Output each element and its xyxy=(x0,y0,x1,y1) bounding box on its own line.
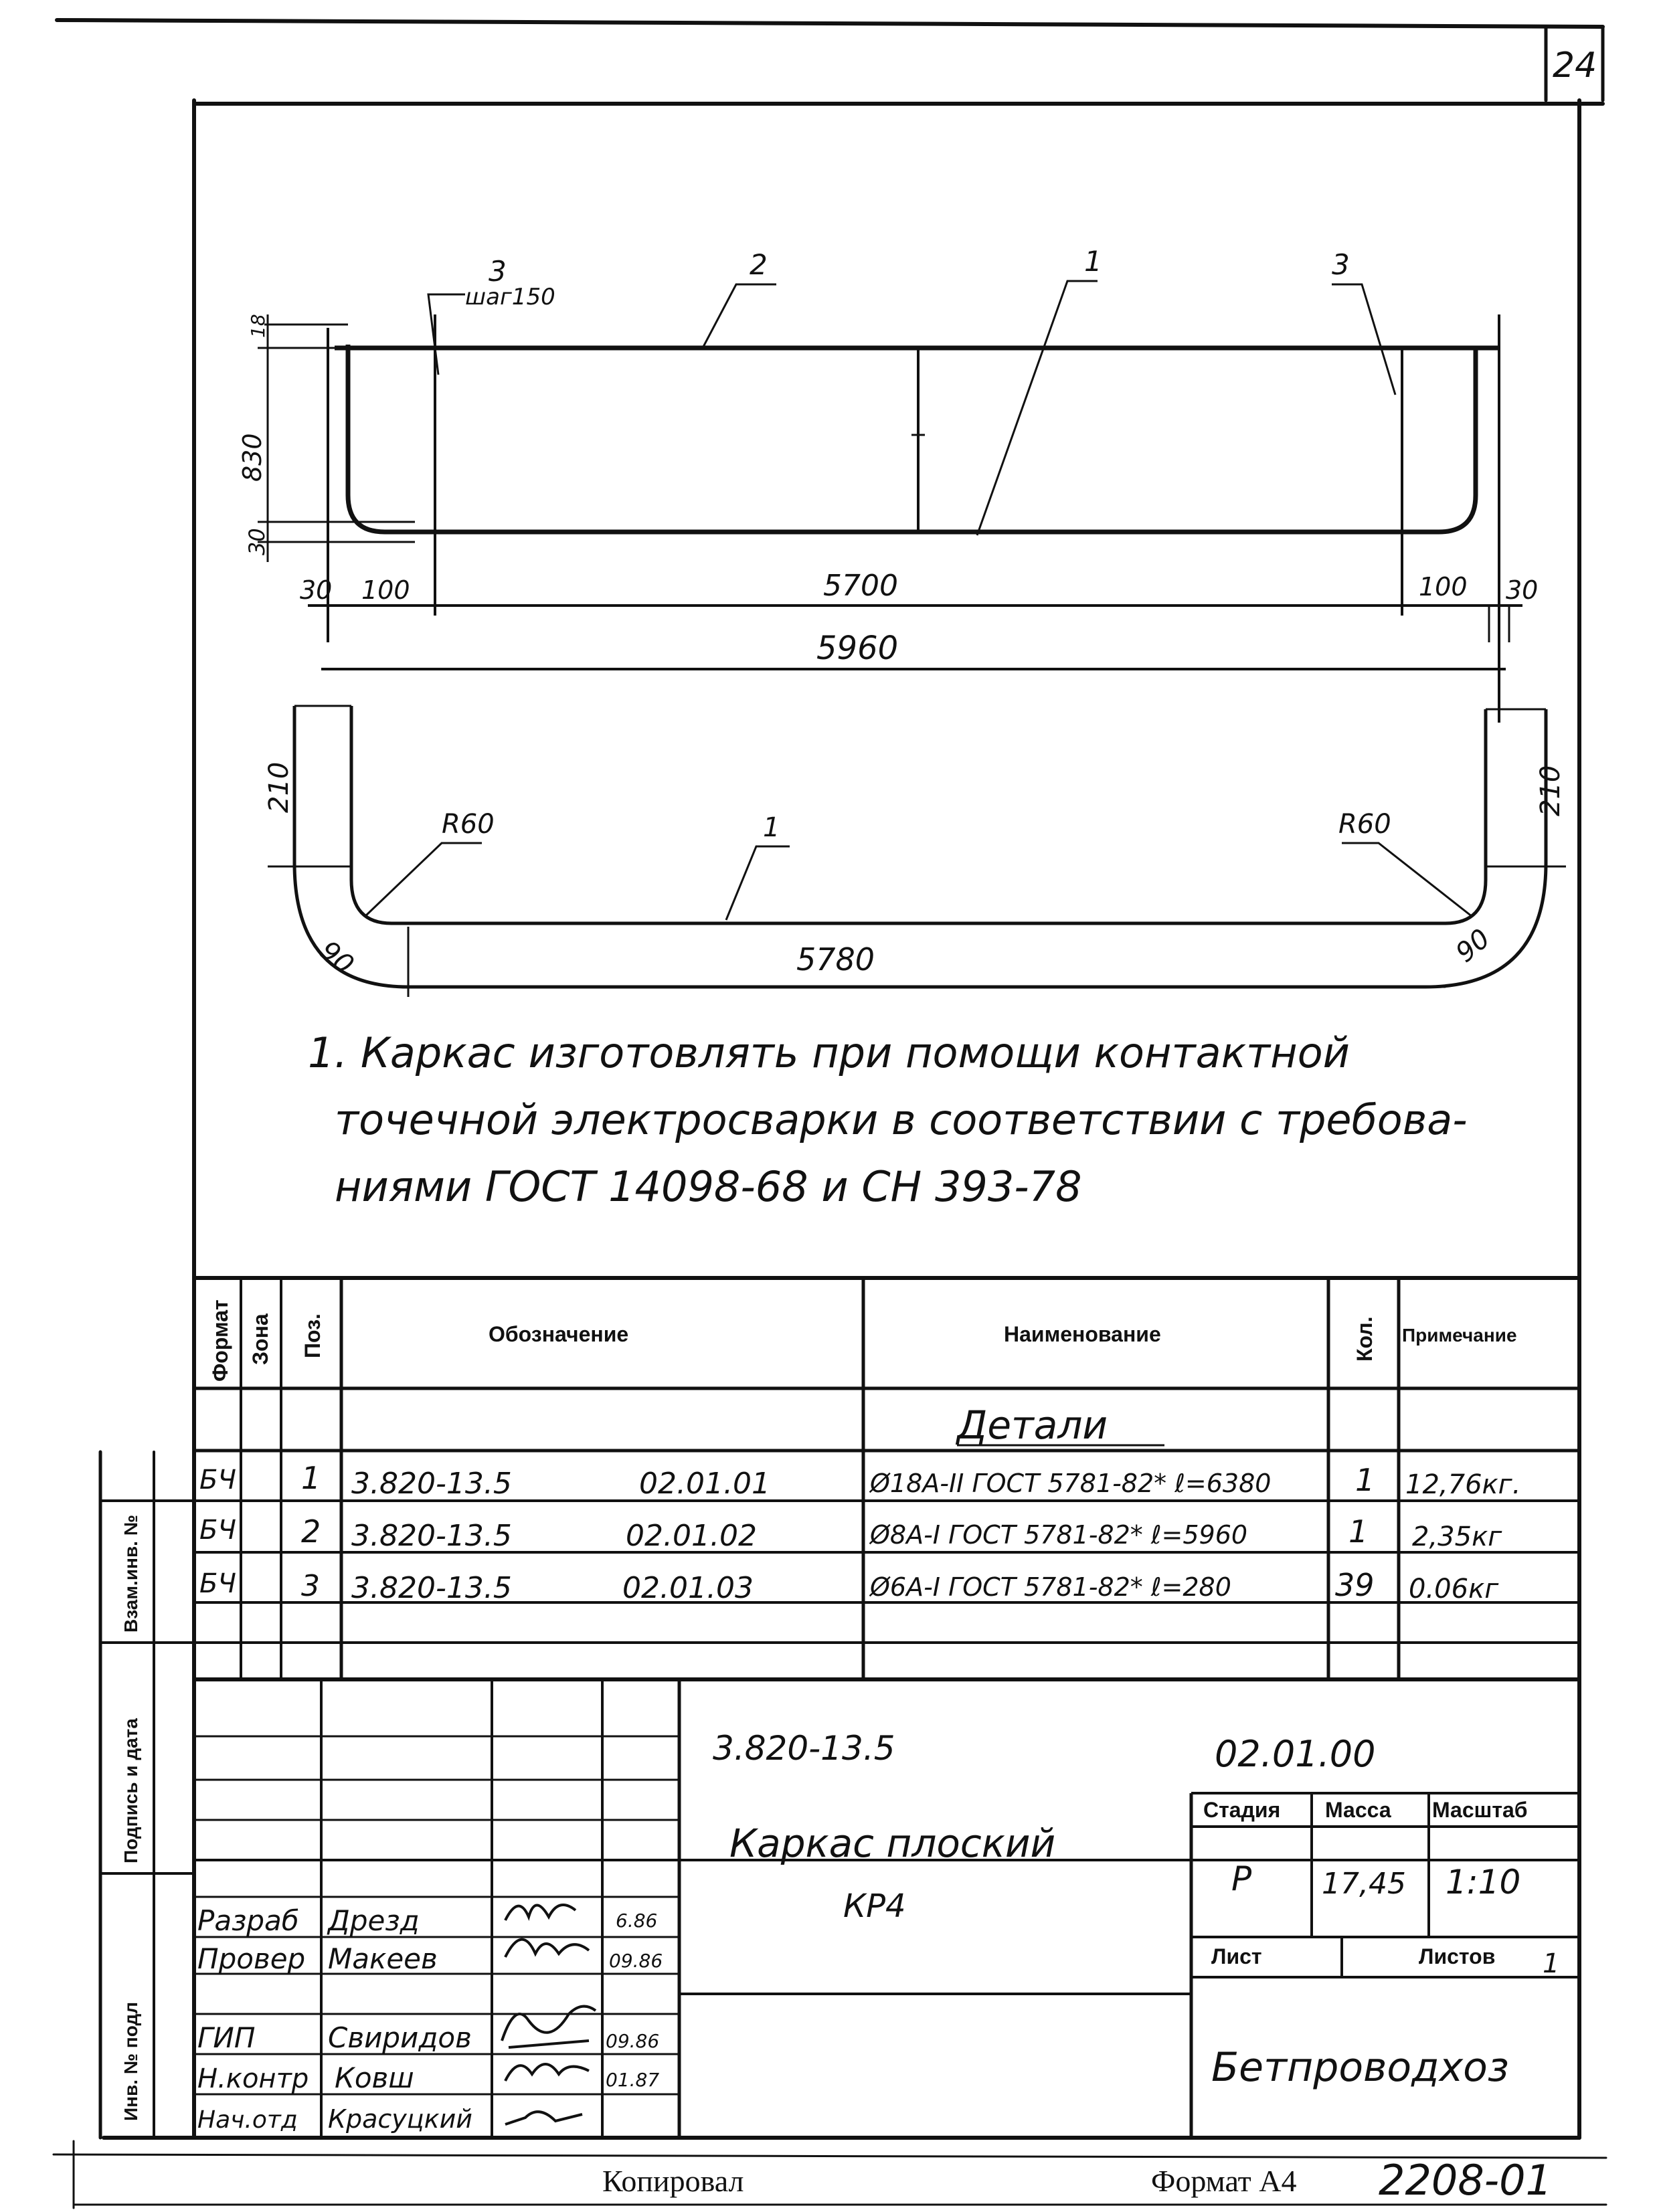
dim-90-left: 90 xyxy=(313,935,360,981)
radius-right: R60 xyxy=(1338,809,1391,840)
staff-role-3: ГИП xyxy=(197,2021,256,2054)
staff-date-4: 01.87 xyxy=(606,2069,660,2091)
tb-mass-value: 17,45 xyxy=(1322,1867,1406,1901)
dim-5960: 5960 xyxy=(816,630,899,667)
footer-format: Формат А4 xyxy=(1151,2164,1297,2198)
dim-18: 18 xyxy=(247,314,269,338)
header-note: Примечание xyxy=(1402,1325,1517,1346)
row-1-name: Ø18А-II ГОСТ 5781-82* ℓ=6380 xyxy=(870,1469,1272,1498)
callout-1-top: 1 xyxy=(1084,245,1102,278)
callout-1-bottom: 1 xyxy=(763,812,780,843)
staff-name-1: Дрезд xyxy=(328,1904,420,1937)
dim-210-right: 210 xyxy=(1535,765,1566,816)
tb-title-2: КР4 xyxy=(843,1887,906,1925)
staff-date-2: 09.86 xyxy=(609,1950,663,1972)
tb-organization: Бетпроводхоз xyxy=(1211,2044,1509,2091)
row-2-qty: 1 xyxy=(1348,1513,1369,1550)
header-qty: Кол. xyxy=(1352,1316,1377,1362)
dim-5780: 5780 xyxy=(796,941,875,978)
section-title: Детали xyxy=(957,1402,1108,1448)
row-1-code: 02.01.01 xyxy=(639,1467,770,1501)
header-format: Формат xyxy=(208,1299,232,1382)
row-2-name: Ø8А-I ГОСТ 5781-82* ℓ=5960 xyxy=(870,1520,1248,1550)
dim-90-right: 90 xyxy=(1450,923,1496,969)
staff-date-3: 09.86 xyxy=(606,2030,660,2052)
row-2-format: БЧ xyxy=(199,1515,236,1546)
staff-role-5: Нач.отд xyxy=(197,2106,298,2134)
row-1-pos: 1 xyxy=(301,1460,321,1496)
tb-code: 02.01.00 xyxy=(1215,1733,1376,1775)
row-3-code: 02.01.03 xyxy=(622,1571,754,1605)
dim-100-left: 100 xyxy=(361,575,410,605)
row-3-name: Ø6А-I ГОСТ 5781-82* ℓ=280 xyxy=(870,1572,1231,1602)
header-zone: Зона xyxy=(248,1313,272,1365)
dim-30-left: 30 xyxy=(300,575,333,605)
tb-designation: 3.820-13.5 xyxy=(713,1729,895,1768)
dim-100-right: 100 xyxy=(1419,572,1468,602)
staff-name-4: Ковш xyxy=(335,2061,414,2094)
dim-210-left: 210 xyxy=(264,761,294,813)
callout-step-note: шаг150 xyxy=(465,284,555,310)
sheet-number: 24 xyxy=(1553,45,1597,86)
tb-mass-label: Масса xyxy=(1325,1798,1391,1822)
side-replace-inv: Взам.инв. № xyxy=(120,1515,141,1633)
footer-copied: Копировал xyxy=(602,2164,744,2198)
callout-3-right: 3 xyxy=(1332,248,1350,281)
staff-name-5: Красуцкий xyxy=(328,2104,472,2134)
tb-stage-label: Стадия xyxy=(1203,1798,1281,1822)
staff-role-1: Разраб xyxy=(197,1904,299,1937)
callout-3-left: 3 xyxy=(489,255,507,288)
row-3-format: БЧ xyxy=(199,1568,236,1599)
row-1-note: 12,76кг. xyxy=(1405,1469,1521,1500)
side-sign-date: Подпись и дата xyxy=(120,1718,141,1863)
header-name: Наименование xyxy=(1004,1322,1161,1346)
dim-30-right: 30 xyxy=(1506,575,1539,605)
side-stamp xyxy=(100,1643,194,1873)
row-2-note: 2,35кг xyxy=(1412,1522,1502,1552)
row-1-qty: 1 xyxy=(1355,1462,1375,1498)
side-inv-no: Инв. № подл xyxy=(120,2001,141,2121)
bent-bar-view xyxy=(268,706,1566,997)
note-line-1: 1. Каркас изготовлять при помощи контактной xyxy=(308,1028,1350,1077)
staff-role-4: Н.контр xyxy=(197,2063,309,2094)
header-pos: Поз. xyxy=(300,1313,325,1358)
dim-30-vertical: 30 xyxy=(244,528,270,555)
row-1-designation: 3.820-13.5 xyxy=(351,1467,512,1501)
radius-left: R60 xyxy=(442,809,495,840)
tb-scale-value: 1:10 xyxy=(1446,1863,1521,1902)
callout-2: 2 xyxy=(750,248,768,281)
header-designation: Обозначение xyxy=(489,1322,629,1346)
dim-830: 830 xyxy=(238,433,267,482)
tb-stage-value: Р xyxy=(1231,1859,1252,1898)
staff-name-3: Свиридов xyxy=(328,2021,472,2054)
tb-title-1: Каркас плоский xyxy=(729,1821,1056,1866)
footer-doc-number: 2208-01 xyxy=(1379,2156,1553,2205)
staff-name-2: Макеев xyxy=(328,1942,438,1975)
staff-date-1: 6.86 xyxy=(616,1910,658,1932)
row-2-designation: 3.820-13.5 xyxy=(351,1519,512,1553)
row-1-format: БЧ xyxy=(199,1465,236,1495)
row-3-pos: 3 xyxy=(301,1569,320,1603)
note-line-3: ниями ГОСТ 14098-68 и СН 393-78 xyxy=(335,1162,1082,1211)
tb-sheets-label: Листов xyxy=(1419,1944,1496,1968)
dim-5700: 5700 xyxy=(823,569,898,603)
tb-scale-label: Масштаб xyxy=(1432,1798,1528,1822)
row-3-qty: 39 xyxy=(1335,1567,1375,1603)
row-2-code: 02.01.02 xyxy=(626,1519,757,1553)
row-2-pos: 2 xyxy=(301,1513,321,1550)
staff-role-2: Провер xyxy=(197,1942,306,1975)
tb-sheets-value: 1 xyxy=(1543,1948,1560,1979)
row-3-designation: 3.820-13.5 xyxy=(351,1571,512,1605)
tb-sheet-label: Лист xyxy=(1211,1944,1262,1968)
note-line-2: точечной электросварки в соответствии с требова- xyxy=(335,1095,1468,1144)
row-3-note: 0.06кг xyxy=(1409,1574,1499,1604)
